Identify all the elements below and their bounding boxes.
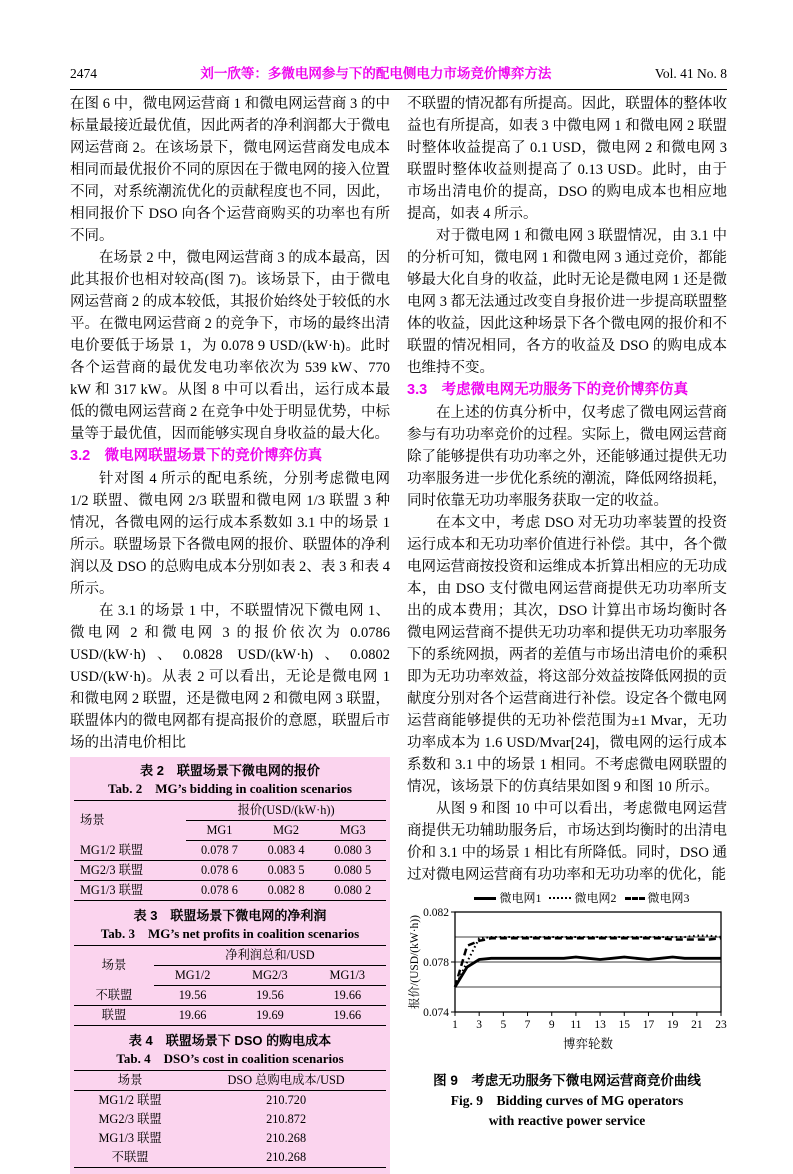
table3-title-zh: 表 3 联盟场景下微电网的净利润 [133,908,327,923]
table-cell: 210.872 [266,1112,307,1126]
volume-issue: Vol. 41 No. 8 [654,66,727,81]
table-cell: 0.078 6 [201,863,238,877]
svg-text:报价/(USD/(kW·h)): 报价/(USD/(kW·h)) [409,915,421,1009]
left-column [70,93,390,1174]
table3 [74,945,386,1026]
legend-item [474,890,541,906]
solid-line-sample-icon [474,897,496,900]
svg-text:3: 3 [476,1019,483,1031]
svg-text:23: 23 [715,1019,727,1031]
svg-text:21: 21 [691,1019,703,1031]
table3-subcol: MG1/2 [154,966,231,986]
table-row [74,986,386,1006]
table-cell: 210.720 [266,1093,307,1107]
table2 [74,800,386,901]
table-cell: 0.083 5 [267,863,305,877]
table-cell: MG1/3 联盟 [98,1131,162,1145]
dotted-line-sample-icon [549,897,571,899]
table-row [74,1006,386,1026]
table4 [74,1070,386,1168]
table2-col-group: 报价(USD/(kW·h)) [186,801,386,821]
page-number: 2474 [70,66,97,81]
figure-9 [407,890,727,1131]
right-column [407,93,727,1174]
svg-text:11: 11 [570,1019,582,1031]
svg-text:5: 5 [500,1019,507,1031]
table4-title-zh: 表 4 联盟场景下 DSO 的购电成本 [128,1033,332,1048]
table-cell: 0.078 6 [201,883,238,897]
table-cell: 联盟 [101,1008,127,1022]
fig9-chart [407,906,727,1056]
legend-label: 微电网2 [574,891,617,905]
paragraph: 在本文中，考虑 DSO 对无功功率装置的投资运行成本和无功功率价值进行补偿。其中，各个微电网运营商按投资和运维成本折算出相应的无功成本，由 DSO 支付微电网运营商提供无功功率所支出的成本费用；其次，DSO 计算出市场均衡时各微电网运营商不提供无功功率和提供无功功率服务下的系统网损，两者的差值与市场出清电价的乘积即为无功功率效益，将这部分效益按降低网损的贡献度分别对各个运营商进行补偿。设定各个微电网运营商能够提供的无功补偿范围为±1 Mvar，无功功率成本为 1.6 USD/Mvar[24]，微电网的运行成本系数和 3.1 中的场景 1 相同。不考虑微电网联盟的情况，该场景下的仿真结果如图 9 和图 10 所示。 [407,515,727,795]
table-cell: 19.66 [178,1008,207,1022]
table-cell: 19.69 [256,1008,284,1022]
table4-title-en: Tab. 4 DSO’s cost in coalition scenarios [116,1051,344,1066]
fig9-caption-en: Fig. 9 Bidding curves of MG operators with reactive power service [450,1093,684,1128]
dashed-line-sample-icon [625,897,645,900]
table-row [74,1110,386,1129]
table2-subcol: MG2 [253,821,320,841]
table-row [74,1148,386,1168]
table-row [74,841,386,861]
table3-col-group: 净利润总和/USD [154,946,386,966]
paragraph: 针对图 4 所示的配电系统，分别考虑微电网 1/2 联盟、微电网 2/3 联盟和微电网 1/3 联盟 3 种情况，各微电网的运行成本系数如 3.1 中的场景 1 所示。联盟场景下各微电网的报价、联盟体的净利润以及 DSO 的总购电成本分别如表 2、表 3 和表 4 所示。 [70,471,390,597]
table-cell: MG1/3 联盟 [80,883,144,897]
table-cell: MG1/2 联盟 [80,842,144,857]
paragraph: 对于微电网 1 和微电网 3 联盟情况，由 3.1 中的分析可知，微电网 1 和微电网 3 通过竞价，都能够最大化自身的收益，此时无论是微电网 1 还是微电网 3 都无法通过改变自身报价进一步提高联盟整体的收益，因此这种场景下各个微电网的报价和不联盟的情况相同，各方的收益及 DSO 的购电成本也维持不变。 [407,228,727,376]
page-header [70,62,727,90]
table-cell: 0.083 4 [267,843,305,857]
fig9-legend [437,890,727,906]
svg-text:17: 17 [642,1019,655,1031]
table2-title-en: Tab. 2 MG’s bidding in coalition scenarios [108,781,352,796]
svg-text:15: 15 [618,1019,631,1031]
table2-subcol: MG1 [186,821,253,841]
table-cell: 0.082 8 [267,883,305,897]
table4-col-cost: DSO 总购电成本/USD [186,1071,386,1091]
table3-col-scene: 场景 [74,946,154,986]
table-cell: 210.268 [266,1150,307,1164]
svg-text:19: 19 [666,1019,679,1031]
svg-text:7: 7 [524,1019,531,1031]
table3-subcol: MG1/3 [309,966,386,986]
table-cell: 19.66 [333,988,362,1002]
table2-title-zh: 表 2 联盟场景下微电网的报价 [140,763,320,778]
legend-item [549,890,616,906]
table-row [74,861,386,881]
svg-text:0.078: 0.078 [423,957,449,969]
table-cell: 不联盟 [111,1150,149,1164]
paragraph: 从图 9 和图 10 中可以看出，考虑微电网运营商提供无功辅助服务后，市场达到均衡时的出清电价和 3.1 中的场景 1 相比有所降低。同时，DSO 通过对微电网运营商有功功率和无功功率的优化，能 [407,801,727,883]
table2-subcol: MG3 [319,821,386,841]
table-row [74,1091,386,1111]
table-cell: 不联盟 [95,987,133,1002]
legend-item [625,890,690,906]
table3-title-en: Tab. 3 MG’s net profits in coalition scenarios [100,926,360,941]
paragraph: 不联盟的情况都有所提高。因此，联盟体的整体收益也有所提高，如表 3 中微电网 1 和微电网 2 联盟时整体收益提高了 0.1 USD，微电网 2 和微电网 3 联盟时整体收益则提高了 0.13 USD。此时，由于市场出清电价的提高，DSO 的购电成本也相应地提高，如表 4 所示。 [407,96,727,222]
legend-label: 微电网3 [647,891,690,905]
table-row [74,1129,386,1148]
table-cell: 0.078 7 [201,843,238,857]
table-cell: 19.56 [256,988,284,1002]
svg-text:博弈轮数: 博弈轮数 [562,1037,614,1051]
two-column-body [70,93,727,1174]
table-cell: MG2/3 联盟 [98,1112,162,1126]
table-cell: 19.66 [333,1008,362,1022]
paragraph: 在上述的仿真分析中，仅考虑了微电网运营商参与有功功率竞价的过程。实际上，微电网运营商除了能够提供有功功率之外，还能够通过提供无功功率服务进一步优化系统的潮流，降低网络损耗，同时依靠无功功率服务获取一定的收益。 [407,405,727,509]
table-row [74,881,386,901]
svg-text:1: 1 [452,1019,458,1031]
svg-text:0.082: 0.082 [423,907,449,919]
svg-text:13: 13 [594,1019,606,1031]
table-cell: MG1/2 联盟 [98,1093,162,1107]
paragraph: 在图 6 中，微电网运营商 1 和微电网运营商 3 的中标量最接近最优值，因此两者的净利润都大于微电网运营商 2。在该场景下，微电网运营商发电成本相同而最优报价不同的原因在于微电网的接入位置不同，对系统潮流优化的贡献程度也不同，因此，相同报价下 DSO 向各个运营商购买的功率也有所不同。 [70,96,390,244]
table4-col-scene: 场景 [74,1071,186,1091]
legend-label: 微电网1 [499,891,542,905]
tables-block [70,757,390,1174]
svg-text:9: 9 [548,1019,555,1031]
fig9-caption-zh: 图 9 考虑无功服务下微电网运营商竞价曲线 [433,1073,701,1088]
section-heading-3-3: 3.3 考虑微电网无功服务下的竞价博弈仿真 [407,382,689,398]
table-cell: MG2/3 联盟 [80,863,144,877]
table3-subcol: MG2/3 [231,966,308,986]
section-heading-3-2: 3.2 微电网联盟场景下的竞价博弈仿真 [70,448,323,464]
table-cell: 19.56 [178,988,207,1002]
running-title: 刘一欣等：多微电网参与下的配电侧电力市场竞价博弈方法 [200,66,552,81]
paragraph: 在 3.1 的场景 1 中，不联盟情况下微电网 1、微电网 2 和微电网 3 的报价依次为 0.0786 USD/(kW·h)、0.0828 USD/(kW·h)、0.0802 USD/(kW·h)。从表 2 可以看出，无论是微电网 1 和微电网 2 联盟，还是微电网 2 和微电网 3 联盟，联盟体内的微电网都有提高报价的意愿，联盟后市场的出清电价相比 [70,603,390,751]
table-cell: 0.080 2 [334,883,372,897]
paragraph: 在场景 2 中，微电网运营商 3 的成本最高，因此其报价也相对较高(图 7)。该场景下，由于微电网运营商 2 的成本较低，其报价始终处于较低的水平。在微电网运营商 2 的竞争下，市场的最终出清电价要低于场景 1，为 0.078 9 USD/(kW·h)。此时各个运营商的最优发电功率依次为 539 kW、770 kW 和 317 kW。从图 8 中可以看出，运行成本最低的微电网运营商 2 在竞争中处于明显优势，中标量等于最优值，因而能够实现自身收益的最大化。 [70,250,390,442]
table-cell: 0.080 5 [334,863,372,877]
table-cell: 0.080 3 [334,843,372,857]
table-cell: 210.268 [266,1131,307,1145]
table2-col-scene: 场景 [74,801,186,841]
svg-text:0.074: 0.074 [423,1007,449,1019]
